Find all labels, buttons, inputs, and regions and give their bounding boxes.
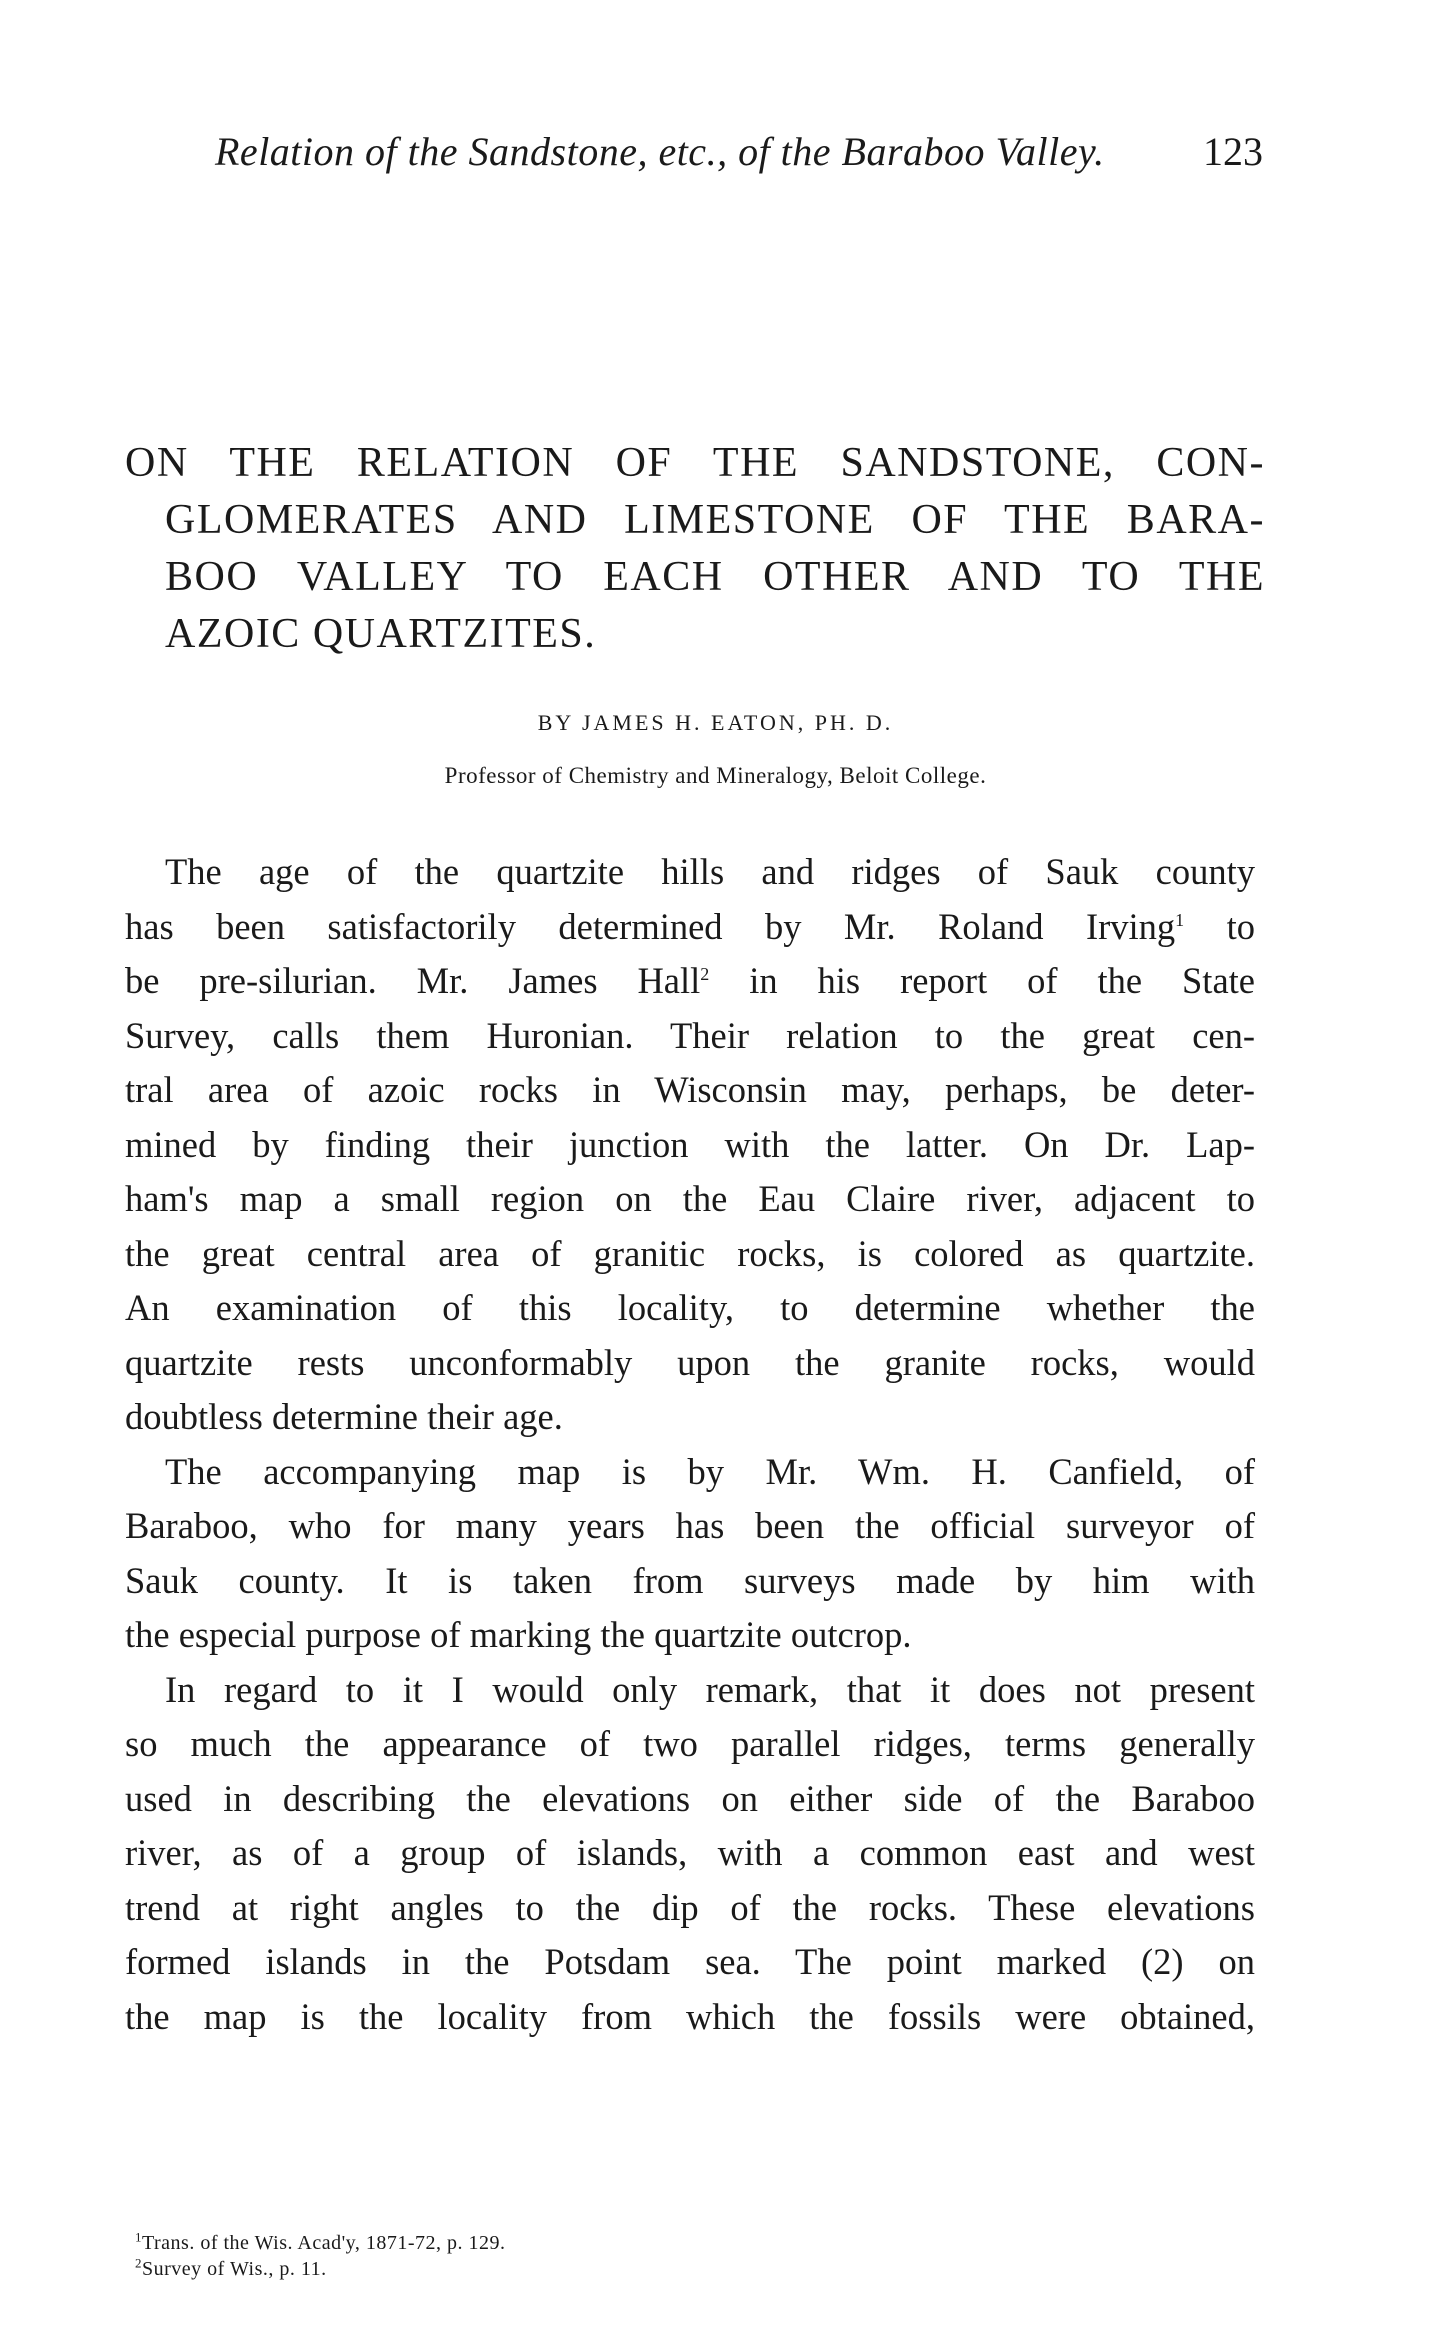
text-line: used in describing the elevations on either side of the Baraboo xyxy=(125,1777,1255,1819)
title-line: ON THE RELATION OF THE SANDSTONE, CON- xyxy=(125,440,1265,486)
text-line: mined by finding their junction with the latter. On Dr. Lap- xyxy=(125,1123,1255,1165)
text-line: river, as of a group of islands, with a common east and west xyxy=(125,1832,1255,1873)
footnote xyxy=(135,2256,1135,2282)
text-line: The age of the quartzite hills and ridges of Sauk county xyxy=(165,851,1255,892)
footnote-number: 2 xyxy=(135,2255,142,2271)
page-number: 123 xyxy=(1203,129,1263,174)
text-line: the great central area of granitic rocks, is colored as quartzite. xyxy=(125,1232,1255,1274)
text-line: the especial purpose of marking the quartzite outcrop. xyxy=(125,1614,912,1655)
footnote-number: 1 xyxy=(135,2229,142,2245)
text-line: Baraboo, who for many years has been the official surveyor of xyxy=(125,1505,1255,1546)
text-line: In regard to it I would only remark, that it does not present xyxy=(165,1668,1255,1710)
text-segment: in his report of the State xyxy=(709,960,1255,1001)
text-line: Sauk county. It is taken from surveys made by him with xyxy=(125,1559,1255,1601)
running-head-title: Relation of the Sandstone, etc., of the Baraboo Valley. xyxy=(215,129,1105,174)
footnote-ref: 2 xyxy=(700,963,710,984)
text-line: tral area of azoic rocks in Wisconsin may, perhaps, be deter- xyxy=(125,1069,1255,1110)
text-line: the map is the locality from which the fossils were obtained, xyxy=(125,1995,1255,2037)
text-line xyxy=(125,900,1255,955)
text-segment: to xyxy=(1184,905,1255,947)
title-line: AZOIC QUARTZITES. xyxy=(165,611,597,657)
title-line: BOO VALLEY TO EACH OTHER AND TO THE xyxy=(165,554,1265,600)
author-byline: BY JAMES H. EATON, PH. D. xyxy=(537,710,894,735)
text-line: ham's map a small region on the Eau Claire river, adjacent to xyxy=(125,1178,1255,1219)
footnote-ref: 1 xyxy=(1175,909,1185,930)
text-line: formed islands in the Potsdam sea. The point marked (2) on xyxy=(125,1941,1255,1982)
text-segment: has been satisfactorily determined by Mr. Roland Irving xyxy=(125,905,1176,947)
running-head xyxy=(215,128,1265,175)
footnote-text: Survey of Wis., p. 11. xyxy=(142,2258,327,2280)
footnote-text: Trans. of the Wis. Acad'y, 1871-72, p. 129. xyxy=(142,2232,506,2254)
article-title xyxy=(125,435,1265,663)
author-affiliation: Professor of Chemistry and Mineralogy, Beloit College. xyxy=(444,763,987,788)
body-text xyxy=(125,845,1255,2044)
text-line: quartzite rests unconformably upon the granite rocks, would xyxy=(125,1341,1255,1383)
footnotes xyxy=(135,2230,1135,2282)
title-line: GLOMERATES AND LIMESTONE OF THE BARA- xyxy=(165,497,1265,543)
text-line: An examination of this locality, to determine whether the xyxy=(125,1287,1255,1328)
footnote xyxy=(135,2230,1135,2256)
text-line: doubtless determine their age. xyxy=(125,1396,563,1437)
text-line xyxy=(125,954,1255,1009)
text-line: trend at right angles to the dip of the rocks. These elevations xyxy=(125,1886,1255,1928)
text-line: The accompanying map is by Mr. Wm. H. Canfield, of xyxy=(165,1450,1255,1492)
text-line: so much the appearance of two parallel ridges, terms generally xyxy=(125,1723,1255,1764)
text-segment: be pre-silurian. Mr. James Hall xyxy=(125,960,701,1001)
text-line: Survey, calls them Huronian. Their relation to the great cen- xyxy=(125,1014,1255,1056)
